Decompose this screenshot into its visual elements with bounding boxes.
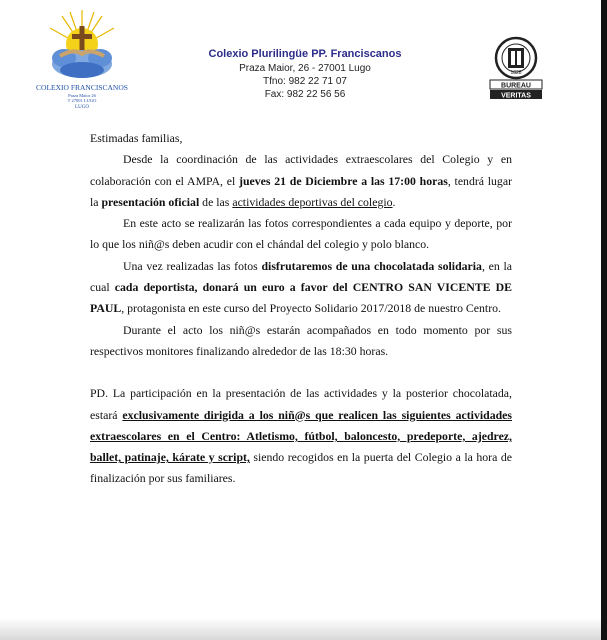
paragraph-4: Durante el acto los niñ@s estarán acompañados en todo momento por sus respectivos monitores finalizando alrededor de las 18:30 horas. [90, 322, 512, 358]
logo-year: 1828 [510, 70, 522, 76]
letterhead [180, 48, 430, 101]
logo-city: LUGO [75, 105, 89, 110]
logo-brand-bottom: VERITAS [501, 92, 531, 100]
school-name: Colexio Plurilingüe PP. Franciscanos [208, 48, 402, 60]
postscript: PD. La participación en la presentación de las actividades y la posterior chocolatada, estará exclusivamente dirigida a los niñ@s que realicen las siguientes actividades extraescolares en el Centro: Atletismo, fútbol, baloncesto, predeporte, ajedrez, ballet, patinaje, kárate y script, siendo recogidos en la puerta del Colegio a la hora de finalización por sus familiares. [90, 386, 512, 486]
paragraph-2: En este acto se realizarán las fotos correspondientes a cada equipo y deporte, por lo que los niñ@s deben acudir con el chándal del colegio y polo blanco. [90, 216, 512, 252]
page-edge [601, 0, 607, 640]
franciscan-school-logo [30, 6, 135, 110]
school-phone: Tfno: 982 22 71 07 [263, 76, 347, 87]
logo-brand-top: BUREAU [501, 82, 531, 90]
logo-line2: Praza Maior 26 [68, 93, 96, 98]
letter-body [90, 128, 512, 490]
school-fax: Fax: 982 22 56 56 [264, 89, 346, 100]
greeting: Estimadas familias, [90, 131, 183, 145]
logo-line3: T 27001 LUGO [67, 98, 97, 103]
page-bottom-shade [0, 618, 601, 640]
bureau-veritas-logo [486, 36, 546, 100]
paragraph-3: Una vez realizadas las fotos disfrutaremos de una chocolatada solidaria, en la cual cada deportista, donará un euro a favor del CENTRO SAN VICENTE DE PAUL, protagonista en este curso del Proyecto Solidario 2017/2018 de nuestro Centro. [90, 258, 512, 316]
school-address: Praza Maior, 26 - 27001 Lugo [239, 63, 371, 74]
logo-name: COLEXIO FRANCISCANOS [36, 83, 128, 92]
paragraph-1: Desde la coordinación de las actividades extraescolares del Colegio y en colaboración con el AMPA, el jueves 21 de Diciembre a las 17:00 horas, tendrá lugar la presentación oficial de las actividades deportivas del colegio. [90, 152, 512, 209]
